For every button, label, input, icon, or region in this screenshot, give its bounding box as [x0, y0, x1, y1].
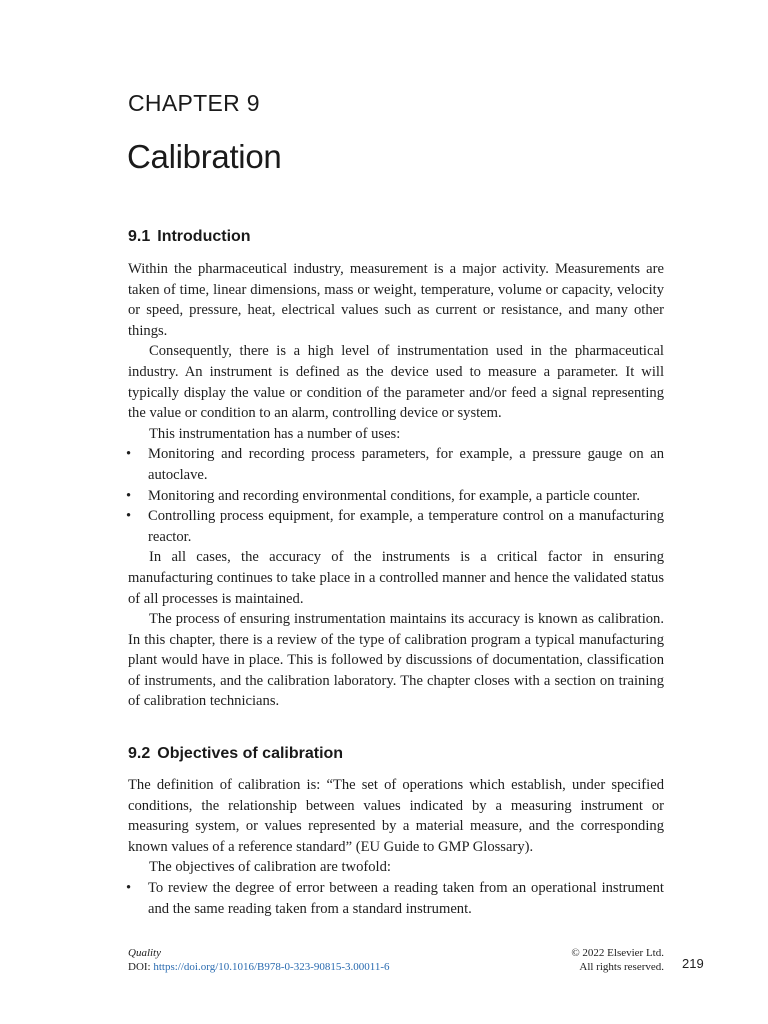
- section-number: 9.2: [128, 745, 151, 762]
- list-item-text: Monitoring and recording environmental conditions, for example, a particle counter.: [148, 487, 640, 504]
- journal-name: Quality: [128, 947, 161, 959]
- bullet-list: [128, 878, 664, 919]
- bullet-icon: •: [126, 446, 132, 463]
- paragraph: In all cases, the accuracy of the instruments is a critical factor in ensuring manufacturing continues to take place in a controlled manner and hence the validated status of all processes is maintained.: [128, 549, 664, 607]
- page-number: 219: [682, 956, 704, 971]
- copyright-text: © 2022 Elsevier Ltd.: [571, 947, 664, 959]
- paragraph: Consequently, there is a high level of instrumentation used in the pharmaceutical industry. An instrument is defined as the device used to measure a parameter. It will typically display the value or condition of the parameter and/or feed a signal representing the value or condition to an alarm, controlling device or system.: [128, 343, 664, 422]
- section-title: Introduction: [157, 228, 251, 245]
- section-heading-objectives: [128, 745, 343, 763]
- section-title: Objectives of calibration: [157, 745, 344, 762]
- section-number: 9.1: [128, 228, 151, 245]
- paragraph: Within the pharmaceutical industry, measurement is a major activity. Measurements are taken of time, linear dimensions, mass or weight, temperature, volume or capacity, velocity or speed, pressure, heat, electrical values such as current or resistance, and many other things.: [128, 261, 664, 339]
- doi-link[interactable]: https://doi.org/10.1016/B978-0-323-90815-3.00011-6: [153, 961, 390, 973]
- bullet-icon: •: [126, 879, 132, 896]
- paragraph: This instrumentation has a number of uses:: [149, 425, 401, 442]
- section-heading-introduction: [128, 228, 251, 246]
- doi-line: [128, 960, 390, 974]
- bullet-icon: •: [126, 487, 132, 504]
- chapter-title: Calibration: [127, 138, 282, 175]
- footer-copyright: [571, 946, 664, 974]
- footer-citation: [128, 946, 390, 974]
- paragraph: The process of ensuring instrumentation maintains its accuracy is known as calibration. In this chapter, there is a review of the type of calibration program a typical manufacturing plant would have in place. This is followed by discussions of documentation, classification of instruments, and the calibration laboratory. The chapter closes with a section on training of calibration technicians.: [128, 611, 664, 710]
- list-item-text: To review the degree of error between a reading taken from an operational instrument and the same reading taken from a standard instrument.: [148, 879, 664, 917]
- paragraph: The objectives of calibration are twofold:: [149, 859, 391, 876]
- list-item: [128, 444, 664, 485]
- list-item: [128, 486, 664, 507]
- list-item: [128, 506, 664, 547]
- bullet-icon: •: [126, 508, 132, 525]
- paragraph: The definition of calibration is: “The set of operations which establish, under specified conditions, the relationship between values indicated by a measuring instrument or measuring system, or values represented by a material measure, and the corresponding known values of a reference standard” (EU Guide to GMP Glossary).: [128, 777, 664, 855]
- introduction-body: [128, 259, 664, 712]
- list-item-text: Monitoring and recording process parameters, for example, a pressure gauge on an autoclave.: [148, 446, 664, 483]
- list-item-text: Controlling process equipment, for example, a temperature control on a manufacturing reactor.: [148, 508, 664, 545]
- chapter-label: CHAPTER 9: [128, 90, 260, 116]
- bullet-list: [128, 444, 664, 547]
- objectives-body: [128, 775, 664, 919]
- rights-text: All rights reserved.: [579, 961, 664, 973]
- doi-label: DOI:: [128, 961, 151, 973]
- list-item: [128, 878, 664, 919]
